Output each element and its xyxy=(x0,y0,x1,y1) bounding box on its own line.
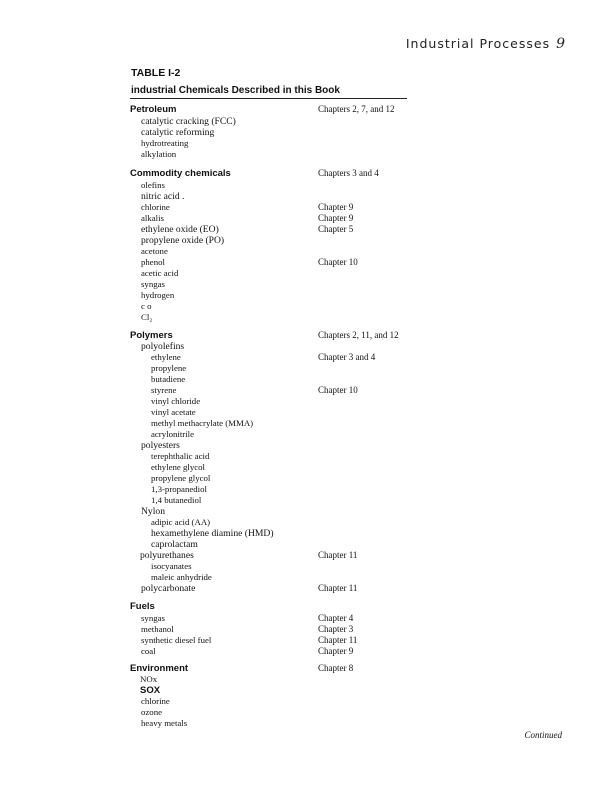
chemical-entry: syngas xyxy=(141,279,165,289)
chapter-reference: Chapter 4 xyxy=(318,613,354,623)
chemical-entry: c o xyxy=(141,301,152,311)
chemical-entry: catalytic reforming xyxy=(141,127,215,138)
table-label: TABLE I-2 xyxy=(131,67,181,79)
chemical-entry: NOx xyxy=(140,674,158,684)
category-heading: SOX xyxy=(140,685,161,696)
chemical-entry: acrylonitrile xyxy=(151,429,194,439)
chemical-entry: terephthalic acid xyxy=(151,451,210,461)
chemical-entry: maleic anhydride xyxy=(151,572,212,582)
chemical-entry: ethylene xyxy=(151,352,181,362)
chemical-entry: caprolactam xyxy=(151,539,198,550)
chemical-entry: hexamethylene diamine (HMD) xyxy=(151,528,274,539)
chemical-entry: Nylon xyxy=(141,506,165,517)
chapter-reference: Chapters 2, 11, and 12 xyxy=(318,330,399,340)
chemical-entry: propylene xyxy=(151,363,187,373)
chemical-entry: acetic acid xyxy=(141,268,179,278)
chemical-entry: vinyl acetate xyxy=(151,407,196,417)
chemical-entry: chlorine xyxy=(141,696,170,706)
chemical-entry: methanol xyxy=(141,624,174,634)
chemical-entry: coal xyxy=(141,646,156,656)
chemical-entry: 1,4 butanediol xyxy=(151,495,202,505)
chemical-entry: styrene xyxy=(151,385,177,395)
category-heading: Polymers xyxy=(130,330,173,341)
chemical-entry: syngas xyxy=(141,613,165,623)
chemical-entry: phenol xyxy=(141,257,165,267)
chemical-entry: propylene glycol xyxy=(151,473,211,483)
chapter-reference: Chapter 11 xyxy=(318,635,358,645)
chemical-entry: heavy metals xyxy=(141,718,188,728)
chemical-entry: alkalis xyxy=(141,213,164,223)
chemical-entry: polyurethanes xyxy=(140,550,194,561)
continued-note: Continued xyxy=(524,730,562,740)
chapter-reference: Chapter 10 xyxy=(318,257,358,267)
chemical-entry: nitric acid . xyxy=(141,191,185,202)
chemical-entry: ethylene oxide (EO) xyxy=(141,224,219,235)
category-heading: Petroleum xyxy=(130,104,177,115)
chemical-entry: hydrogen xyxy=(141,290,175,300)
chapter-reference: Chapter 3 and 4 xyxy=(318,352,376,362)
chapter-reference: Chapter 9 xyxy=(318,646,354,656)
chemical-entry: ozone xyxy=(141,707,163,717)
chapter-reference: Chapters 3 and 4 xyxy=(318,168,379,178)
table-caption: industrial Chemicals Described in this Book xyxy=(131,85,340,96)
chemical-entry: Cl₂ xyxy=(141,312,153,322)
chapter-reference: Chapter 5 xyxy=(318,224,354,234)
chemical-entry: adipic acid (AA) xyxy=(151,517,211,527)
chapter-reference: Chapter 8 xyxy=(318,663,354,673)
chemical-entry: olefins xyxy=(141,180,165,190)
category-heading: Environment xyxy=(130,663,189,674)
chemical-entry: methyl methacrylate (MMA) xyxy=(151,418,254,428)
chapter-reference: Chapter 9 xyxy=(318,213,354,223)
chemical-entry: polyesters xyxy=(141,440,180,451)
chemical-entry: isocyanates xyxy=(151,561,192,571)
caption-rule xyxy=(130,98,407,99)
chemical-entry: acetone xyxy=(141,246,168,256)
chapter-reference: Chapter 3 xyxy=(318,624,354,634)
chapter-reference: Chapter 11 xyxy=(318,550,358,560)
running-head xyxy=(406,36,566,52)
chapter-reference: Chapters 2, 7, and 12 xyxy=(318,104,395,114)
chemical-entry: ethylene glycol xyxy=(151,462,205,472)
chapter-reference: Chapter 9 xyxy=(318,202,354,212)
running-head-title: Industrial Processes xyxy=(405,36,551,51)
page-number: 9 xyxy=(556,36,566,52)
chemical-entry: hydrotreating xyxy=(141,138,189,148)
chapter-reference: Chapter 10 xyxy=(318,385,358,395)
category-heading: Commodity chemicals xyxy=(130,168,231,179)
chemical-entry: vinyl chloride xyxy=(151,396,201,406)
chemical-entry: polyolefins xyxy=(141,341,185,352)
chemical-entry: alkylation xyxy=(141,149,177,159)
chemical-entry: 1,3-propanediol xyxy=(151,484,207,494)
chemical-entry: butadiene xyxy=(151,374,186,384)
chemical-entry: polycarbonate xyxy=(141,583,196,594)
chemical-entry: chlorine xyxy=(141,202,170,212)
chapter-reference: Chapter 11 xyxy=(318,583,358,593)
chemical-entry: catalytic cracking (FCC) xyxy=(141,116,236,127)
chemical-entry: propylene oxide (PO) xyxy=(141,235,225,246)
category-heading: Fuels xyxy=(130,601,155,612)
chemical-entry: synthetic diesel fuel xyxy=(141,635,212,645)
